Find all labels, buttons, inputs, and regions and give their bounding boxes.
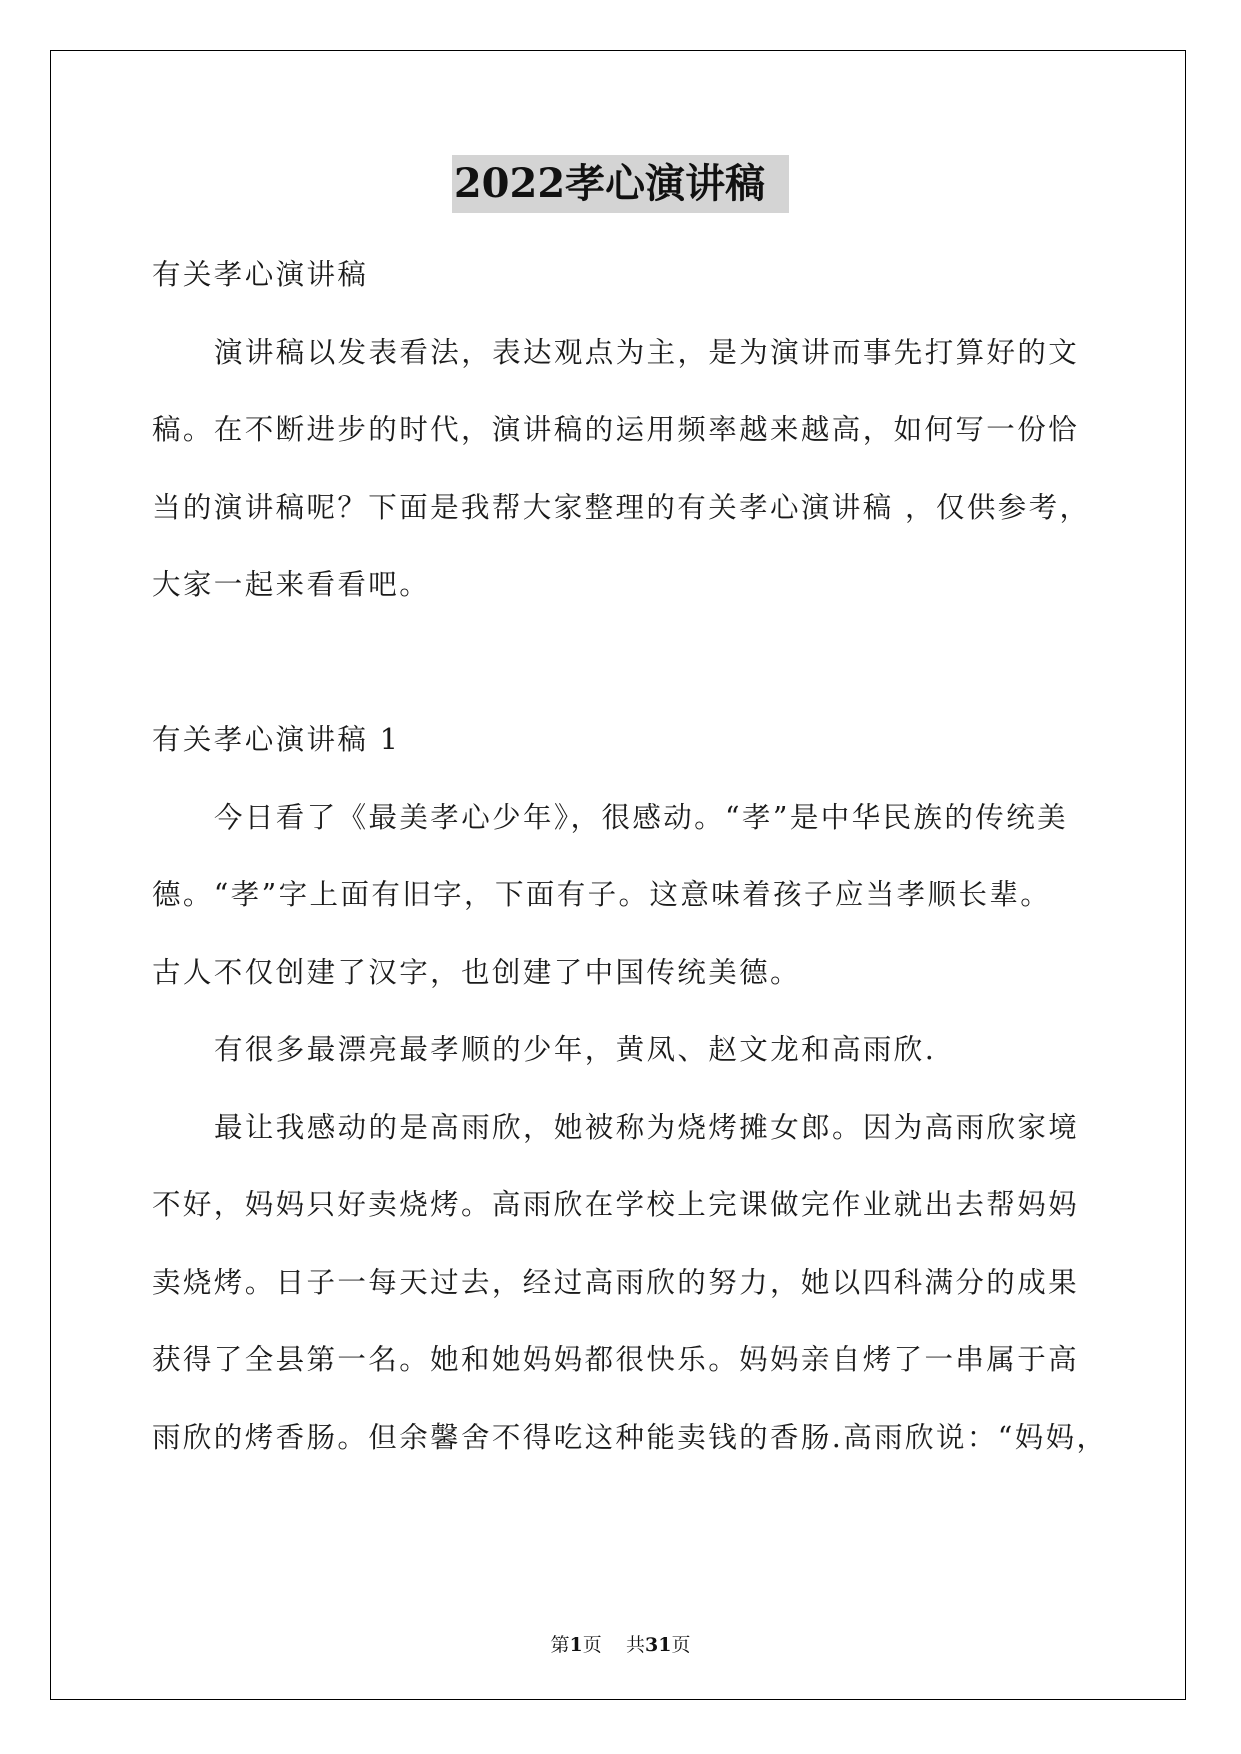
total-prefix: 共 [625, 1634, 645, 1656]
paragraph-line: 雨欣的烤香肠。但余馨舍不得吃这种能卖钱的香肠.高雨欣说：“妈妈， [152, 1420, 1108, 1454]
page-prefix: 第 [550, 1634, 570, 1656]
paragraph-line: 不好，妈妈只好卖烧烤。高雨欣在学校上完课做完作业就出去帮妈妈 [152, 1188, 1080, 1221]
paragraph-line: 今日看了《最美孝心少年》，很感动。“孝”是中华民族的传统美 [214, 800, 1068, 834]
page-suffix: 页 [582, 1634, 602, 1656]
blank-line [152, 624, 1092, 702]
paragraph-line: 演讲稿以发表看法，表达观点为主，是为演讲而事先打算好的文 [214, 335, 1080, 369]
paragraph-line: 大家一起来看看吧。 [152, 568, 431, 601]
paragraph-line: 最让我感动的是高雨欣，她被称为烧烤摊女郎。因为高雨欣家境 [214, 1110, 1080, 1144]
paragraph-line: 获得了全县第一名。她和她妈妈都很快乐。妈妈亲自烤了一串属于高 [152, 1343, 1080, 1376]
paragraph-line: 古人不仅创建了汉字，也创建了中国传统美德。 [152, 955, 801, 989]
page-number: 1 [569, 1634, 583, 1656]
total-pages: 31 [644, 1634, 672, 1656]
total-suffix: 页 [671, 1634, 691, 1656]
section-heading: 有关孝心演讲稿 1 [152, 723, 401, 756]
paragraph-line: 德。“孝”字上面有旧字，下面有子。这意味着孩子应当孝顺长辈。 [152, 878, 1052, 911]
paragraph-line: 稿。在不断进步的时代，演讲稿的运用频率越来越高，如何写一份恰 [152, 413, 1080, 446]
page-footer [0, 1630, 1241, 1657]
paragraph-line: 有很多最漂亮最孝顺的少年，黄凤、赵文龙和高雨欣. [214, 1033, 937, 1066]
document-title: 2022孝心演讲稿 [452, 155, 789, 213]
paragraph-line: 卖烧烤。日子一每天过去，经过高雨欣的努力，她以四科满分的成果 [152, 1265, 1080, 1299]
document-body [152, 236, 1108, 1476]
title-wrap [0, 155, 1241, 213]
section-heading: 有关孝心演讲稿 [152, 258, 369, 291]
paragraph-line: 当的演讲稿呢？下面是我帮大家整理的有关孝心演讲稿 ，仅供参考， [152, 490, 1091, 524]
